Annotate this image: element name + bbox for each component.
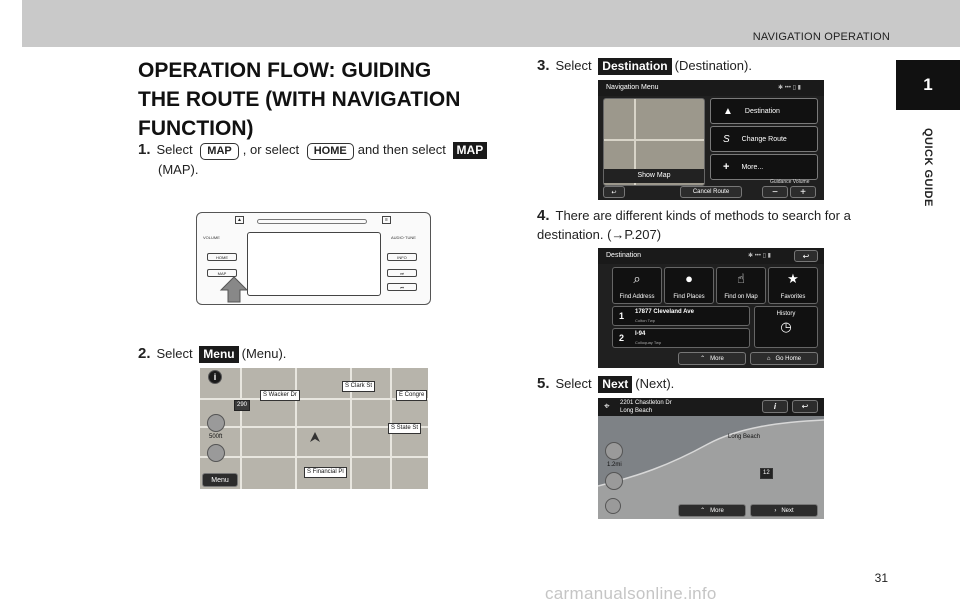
status-icons: ✱ ••• ▯ ▮ <box>748 253 771 259</box>
more-button[interactable] <box>710 154 818 180</box>
street-label: S Financial Pl <box>304 467 347 478</box>
destination-title: Destination <box>598 248 824 264</box>
eject-icon: ▲ <box>235 216 244 224</box>
step-1 <box>138 140 498 179</box>
destination-label: Destination <box>744 107 780 115</box>
hand-icon: ☝ <box>737 271 745 286</box>
entry-sub: Colloquay Twp <box>635 340 662 345</box>
more-label: More <box>710 507 724 514</box>
chevron-up-icon: ⌃ <box>700 508 706 514</box>
navigation-menu-screenshot <box>598 80 824 200</box>
history-entry-2[interactable] <box>612 328 750 348</box>
step-text: , or select <box>242 142 300 157</box>
chevron-up-icon: ⌃ <box>700 356 706 362</box>
navigation-menu-title: Navigation Menu <box>598 80 824 96</box>
show-map-button[interactable] <box>603 98 705 186</box>
clock-icon: ◷ <box>780 319 792 334</box>
step-4 <box>537 206 892 244</box>
zoom-out-button[interactable] <box>605 472 623 490</box>
step-text: Select <box>156 142 193 157</box>
settings-icon[interactable] <box>605 498 621 514</box>
road <box>295 368 297 489</box>
history-button[interactable] <box>754 306 818 348</box>
next-label: Next <box>781 507 794 514</box>
history-entry-1[interactable] <box>612 306 750 326</box>
step-text: Select <box>555 376 592 391</box>
map-hardkey-label: MAP <box>200 143 238 160</box>
route-shield: 290 <box>234 400 250 411</box>
crosshair-icon: ⌖ <box>604 401 610 412</box>
pin-icon: ● <box>685 271 693 286</box>
destination-screenshot <box>598 248 824 368</box>
more-button[interactable] <box>678 352 746 365</box>
step-2 <box>138 344 286 363</box>
volume-down-button[interactable]: − <box>762 186 788 198</box>
street-label: E Congre <box>396 390 427 401</box>
next-chip: Next <box>598 376 632 393</box>
back-icon[interactable]: ↩ <box>792 400 818 413</box>
address-line-2: Long Beach <box>620 408 653 414</box>
info-hardkey: INFO <box>387 253 417 261</box>
find-address-button[interactable] <box>612 267 662 304</box>
next-button[interactable] <box>750 504 818 517</box>
road <box>200 456 428 458</box>
back-icon[interactable]: ↩ <box>603 186 625 198</box>
entry-sub: Colton Twp <box>635 318 655 323</box>
step-text: (Menu). <box>241 346 287 361</box>
step-number: 3. <box>537 57 550 74</box>
chapter-label-box <box>896 112 960 222</box>
entry-index: 1 <box>619 311 625 321</box>
step-text: (Destination). <box>674 58 752 73</box>
back-icon[interactable]: ↩ <box>794 250 818 262</box>
street-label: S Clark St <box>342 381 375 392</box>
find-on-map-button[interactable] <box>716 267 766 304</box>
find-address-label: Find Address <box>619 294 655 300</box>
map-screenshot <box>200 368 428 489</box>
route-icon: S <box>723 133 730 145</box>
arrow-up-icon: ▲ <box>723 105 733 117</box>
list-icon: ≡ <box>382 216 391 224</box>
change-route-label: Change Route <box>741 135 787 143</box>
route-shield: 12 <box>760 468 773 479</box>
favorites-button[interactable] <box>768 267 818 304</box>
section-header: NAVIGATION OPERATION <box>752 31 890 43</box>
volume-label: VOLUME <box>203 235 220 240</box>
home-hardkey-label: HOME <box>307 143 354 160</box>
road <box>240 368 242 489</box>
home-hardkey: HOME <box>207 253 237 261</box>
vehicle-position-icon <box>310 432 320 442</box>
road <box>604 139 704 141</box>
step-3 <box>537 56 752 75</box>
change-route-button[interactable] <box>710 126 818 152</box>
more-label: More... <box>741 163 764 171</box>
entry-name: I-94 <box>635 331 646 337</box>
entry-name: 17877 Cleveland Ave <box>635 309 694 315</box>
favorites-label: Favorites <box>780 294 806 300</box>
step-number: 4. <box>537 207 550 224</box>
zoom-in-button[interactable] <box>605 442 623 460</box>
zoom-in-button[interactable] <box>207 414 225 432</box>
map-scale: 500ft <box>209 434 223 440</box>
guidance-volume-label: Guidance Volume <box>770 179 810 185</box>
star-icon: ★ <box>787 271 799 286</box>
info-icon[interactable]: i <box>762 400 788 413</box>
find-places-label: Find Places <box>673 294 705 300</box>
city-label: Long Beach <box>728 434 761 440</box>
find-on-map-label: Find on Map <box>724 294 758 300</box>
street-label: S Wacker Dr <box>260 390 300 401</box>
seek-down-icon: ⏮ <box>387 283 417 291</box>
history-label: History <box>776 311 796 317</box>
destination-chip: Destination <box>598 58 671 75</box>
magnifier-icon: ⌕ <box>633 271 641 286</box>
seek-up-icon: ⏭ <box>387 269 417 277</box>
map-chip: MAP <box>453 142 488 159</box>
address-line-1: 2201 Chastleton Dr <box>620 400 672 406</box>
page-title: OPERATION FLOW: GUIDING THE ROUTE (WITH NAVIGATION FUNCTION) <box>138 59 461 140</box>
cancel-route-button[interactable]: Cancel Route <box>680 186 742 198</box>
chapter-tab: 1 <box>896 60 960 110</box>
status-icons: ✱ ••• ▯ ▮ <box>778 85 801 91</box>
plus-icon: + <box>723 161 730 173</box>
home-icon: ⌂ <box>766 355 771 362</box>
map-scale: 1.2mi <box>607 462 622 468</box>
step-5 <box>537 374 674 393</box>
step-number: 1. <box>138 141 151 158</box>
head-unit-illustration <box>196 212 431 305</box>
zoom-out-button[interactable] <box>207 444 225 462</box>
head-unit-screen <box>247 232 381 296</box>
step-text: (Next). <box>635 376 675 391</box>
entry-index: 2 <box>619 333 625 343</box>
menu-chip: Menu <box>199 346 238 363</box>
page-number: 31 <box>874 571 888 585</box>
step-text: and then select <box>357 142 446 157</box>
info-icon[interactable]: i <box>208 370 222 384</box>
destination-button[interactable] <box>710 98 818 124</box>
volume-up-button[interactable]: + <box>790 186 816 198</box>
step-text: There are different kinds of methods to search for a destination. (→P.207) <box>537 208 851 242</box>
step-text: Select <box>555 58 592 73</box>
step-number: 2. <box>138 345 151 362</box>
go-home-label: Go Home <box>775 355 802 362</box>
find-places-button[interactable] <box>664 267 714 304</box>
go-home-button[interactable] <box>750 352 818 365</box>
route-confirmation-screenshot <box>598 398 824 519</box>
step-text: Select <box>156 346 193 361</box>
street-label: S State St <box>388 423 421 434</box>
menu-button[interactable]: Menu <box>202 473 238 487</box>
step-number: 5. <box>537 375 550 392</box>
audio-tune-label: AUDIO·TUNE <box>391 235 416 240</box>
chapter-label: QUICK GUIDE <box>922 127 934 207</box>
disc-slot <box>257 219 367 224</box>
map-hardkey: MAP <box>207 269 237 277</box>
more-button[interactable] <box>678 504 746 517</box>
step-text: (MAP). <box>158 162 199 177</box>
show-map-label: Show Map <box>604 169 704 183</box>
press-arrow-icon <box>219 275 249 303</box>
more-label: More <box>710 355 724 362</box>
chevron-right-icon: › <box>774 507 777 514</box>
watermark: carmanualsonline.info <box>545 584 717 603</box>
